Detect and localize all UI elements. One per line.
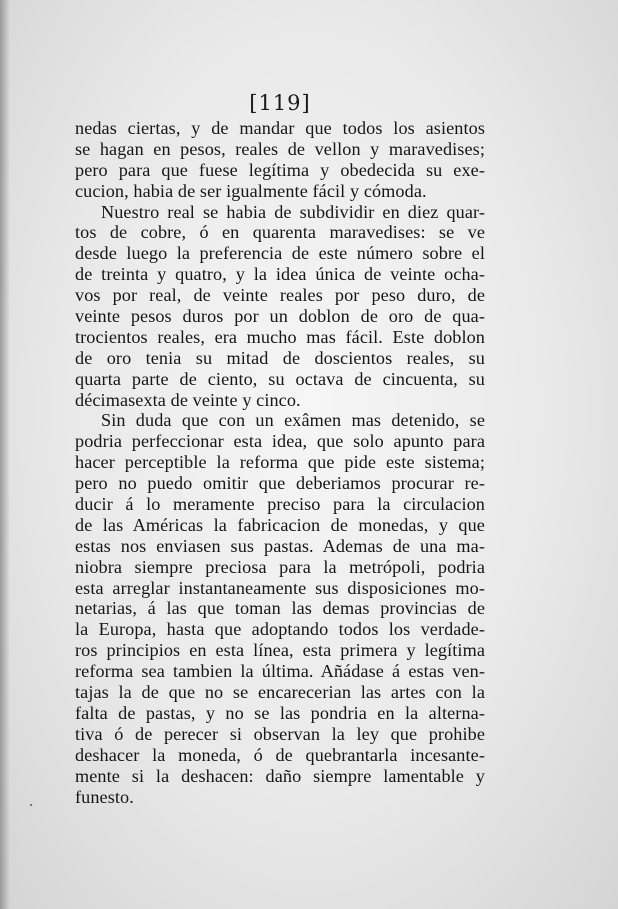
text-line: cucion, habia de ser igualmente fácil y cómoda.	[75, 180, 427, 201]
text-line: décimasexta de veinte y cinco.	[75, 389, 301, 410]
text-line: nedas ciertas, y de mandar que todos los asientos	[75, 118, 485, 138]
text-line: funesto.	[75, 786, 134, 807]
text-line: la Europa, hasta que adoptando todos los verdade-	[75, 619, 485, 640]
text-line: quarta parte de ciento, su octava de cincuenta, su	[75, 368, 485, 389]
text-line: se hagan en pesos, reales de vellon y maravedises;	[75, 138, 485, 159]
text-line: pero para que fuese legítima y obedecida su exe-	[75, 159, 485, 180]
text-line: de las Américas la fabricacion de monedas, y que	[75, 514, 485, 535]
text-line: tajas la de que no se encarecerian las artes con la	[75, 682, 485, 703]
text-line: Sin duda que con un exâmen mas detenido, se	[101, 410, 485, 431]
text-line: netarias, á las que toman las demas provincias de	[75, 598, 485, 619]
text-line: desde luego la preferencia de este número sobre el	[75, 243, 485, 264]
text-line: podria perfeccionar esta idea, que solo apunto para	[75, 431, 485, 452]
text-line: pero no puedo omitir que deberiamos procurar re-	[75, 473, 485, 494]
page-edge-shadow	[0, 0, 10, 909]
text-line: hacer perceptible la reforma que pide este sistema;	[75, 452, 485, 473]
text-line: de oro tenia su mitad de doscientos reales, su	[75, 347, 485, 368]
text-line: de treinta y quatro, y la idea única de veinte ocha-	[75, 264, 485, 285]
text-line: reforma sea tambien la última. Añádase á estas ven-	[75, 661, 485, 682]
text-line: estas nos enviasen sus pastas. Ademas de una ma-	[75, 535, 485, 556]
text-line: niobra siempre preciosa para la metrópoli, podria	[75, 556, 485, 577]
text-line: deshacer la moneda, ó de quebrantarla incesante-	[75, 744, 485, 765]
text-line: tiva ó de perecer si observan la ley que prohibe	[75, 723, 485, 744]
page-number: [119]	[249, 91, 311, 115]
body-text	[75, 118, 485, 807]
text-line: esta arreglar instantaneamente sus disposiciones mo-	[75, 577, 485, 598]
text-line: tos de cobre, ó en quarenta maravedises: se ve	[75, 222, 485, 243]
text-line: vos por real, de veinte reales por peso duro, de	[75, 285, 485, 306]
text-line: mente si la deshacen: daño siempre lamentable y	[75, 765, 485, 786]
text-line: veinte pesos duros por un doblon de oro de qua-	[75, 306, 485, 327]
text-line: falta de pastas, y no se las pondria en la alterna-	[75, 702, 485, 723]
text-line: Nuestro real se habia de subdividir en diez quar-	[101, 201, 485, 222]
text-line: ros principios en esta línea, esta primera y legítima	[75, 640, 485, 661]
paper-speck	[30, 804, 32, 806]
text-line: ducir á lo meramente preciso para la circulacion	[75, 494, 485, 515]
text-line: trocientos reales, era mucho mas fácil. Este doblon	[75, 326, 485, 347]
